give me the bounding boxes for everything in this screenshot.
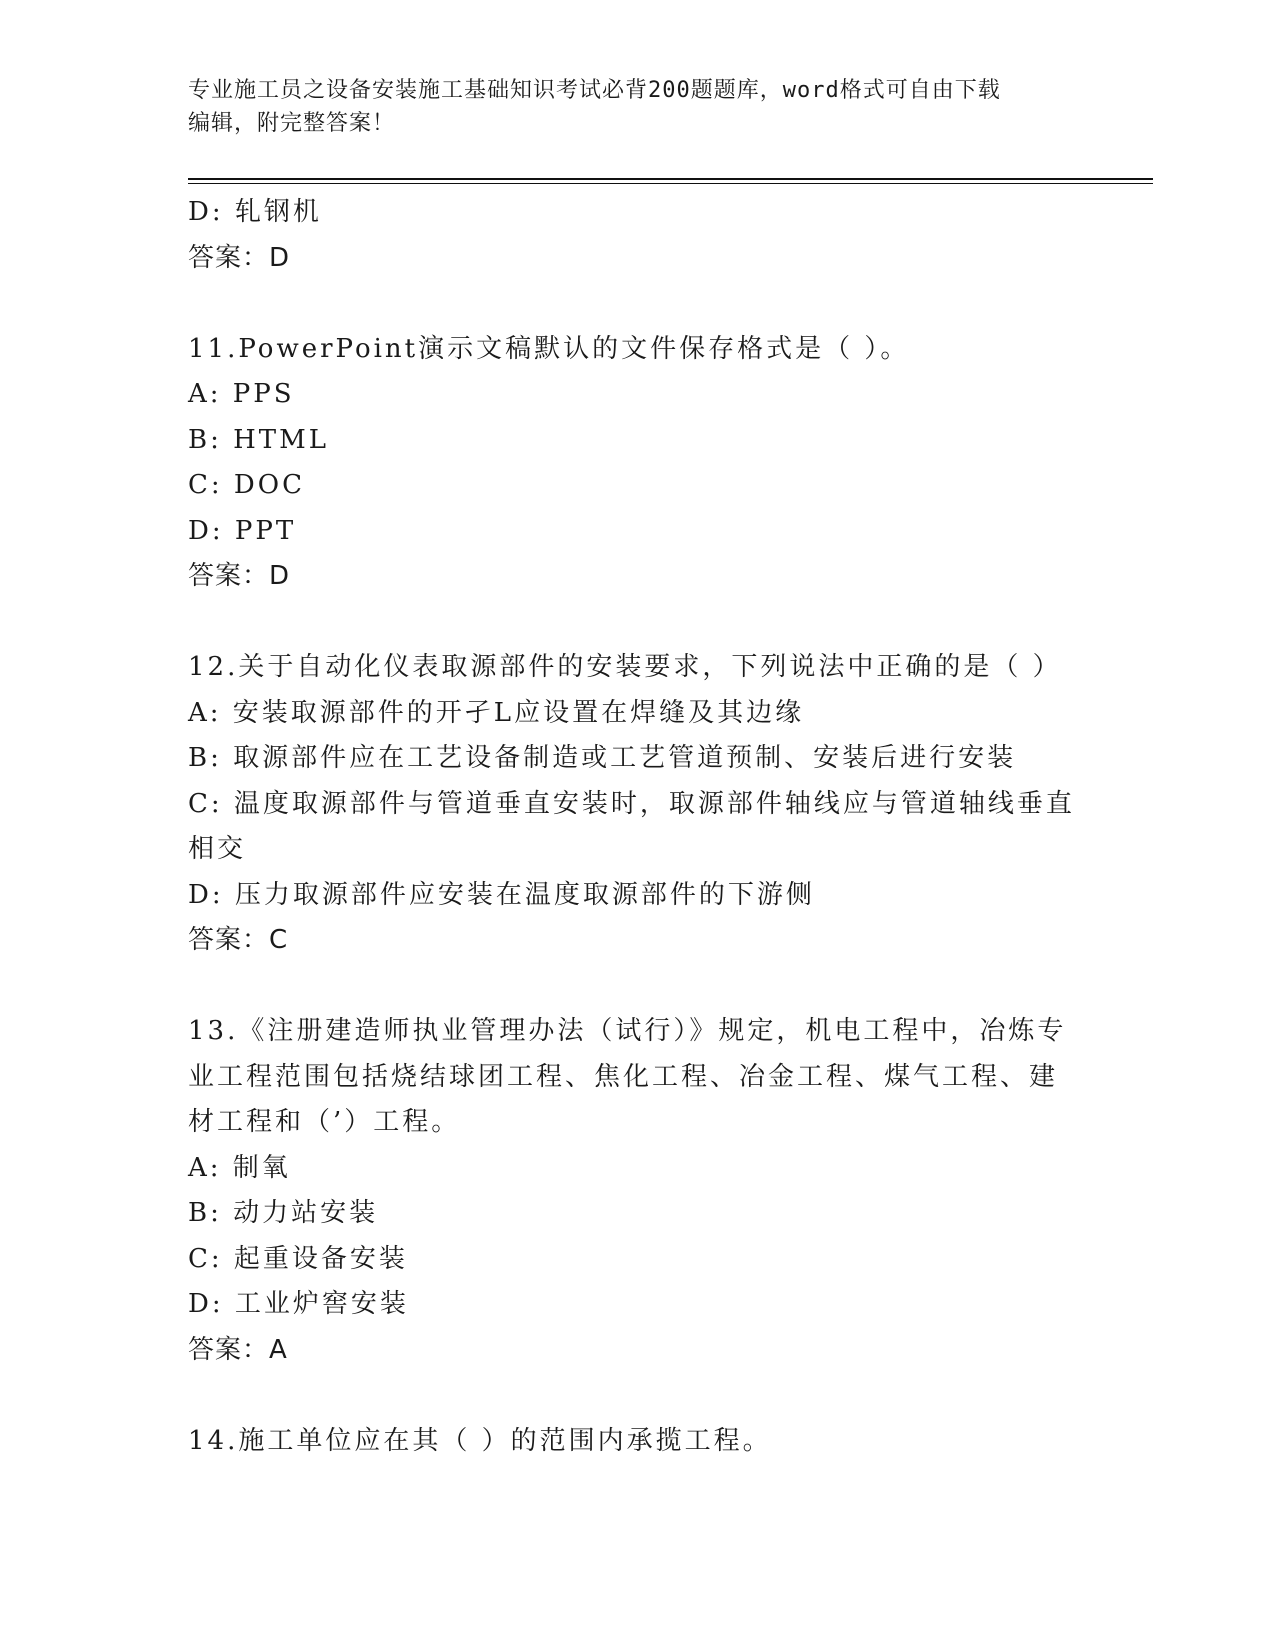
- header-divider-thick: [188, 178, 1153, 180]
- question-stem-line-2: 业工程范围包括烧结球团工程、焦化工程、冶金工程、煤气工程、建: [188, 1061, 1059, 1092]
- option-d: D: PPT: [188, 515, 297, 546]
- option-d: D: 工业炉窖安装: [188, 1289, 409, 1319]
- answer-line: 答案：D: [188, 242, 291, 273]
- question-12: [188, 645, 1088, 964]
- document-body: [188, 190, 1088, 1464]
- option-d: D: 压力取源部件应安装在温度取源部件的下游侧: [188, 879, 815, 910]
- option-b: B: HTML: [188, 424, 330, 455]
- question-stem-line-3: 材工程和（’）工程。: [188, 1107, 461, 1137]
- option-c: C: DOC: [188, 470, 305, 500]
- question-11: [188, 327, 1088, 600]
- header-line-1: 专业施工员之设备安装施工基础知识考试必背200题题库，word格式可自由下载: [188, 78, 1001, 103]
- question-10-tail: [188, 190, 1088, 281]
- answer-line: 答案：C: [188, 925, 289, 955]
- answer-line: 答案：D: [188, 561, 291, 591]
- spacer: [188, 281, 1088, 327]
- option-c: C: 起重设备安装: [188, 1243, 408, 1274]
- option-d: D: 轧钢机: [188, 197, 322, 227]
- spacer: [188, 964, 1088, 1010]
- header-divider-thin: [188, 183, 1153, 184]
- question-stem: 12.关于自动化仪表取源部件的安装要求，下列说法中正确的是（ ）: [188, 652, 1062, 682]
- option-b: B: 动力站安装: [188, 1198, 379, 1228]
- header-line-2: 编辑，附完整答案！: [188, 111, 396, 136]
- option-a: A: 制氧: [188, 1152, 291, 1183]
- option-a: A: PPS: [188, 379, 295, 409]
- option-c-continued: 相交: [188, 834, 247, 864]
- question-14: [188, 1419, 1088, 1465]
- option-a: A: 安装取源部件的开孑L应设置在焊缝及其边缘: [188, 697, 805, 728]
- spacer: [188, 600, 1088, 646]
- question-stem: 14.施工单位应在其（ ）的范围内承揽工程。: [188, 1425, 772, 1456]
- option-b: B: 取源部件应在工艺设备制造或工艺管道预制、安装后进行安装: [188, 743, 1017, 773]
- document-header: [188, 74, 1088, 140]
- spacer: [188, 1373, 1088, 1419]
- question-stem: 11.PowerPoint演示文稿默认的文件保存格式是（ ）。: [188, 333, 910, 364]
- question-stem-line-1: 13.《注册建造师执业管理办法（试行）》规定，机电工程中，冶炼专: [188, 1016, 1067, 1046]
- option-c: C: 温度取源部件与管道垂直安装时，取源部件轴线应与管道轴线垂直: [188, 788, 1075, 819]
- question-13: [188, 1009, 1088, 1373]
- answer-line: 答案：A: [188, 1334, 288, 1365]
